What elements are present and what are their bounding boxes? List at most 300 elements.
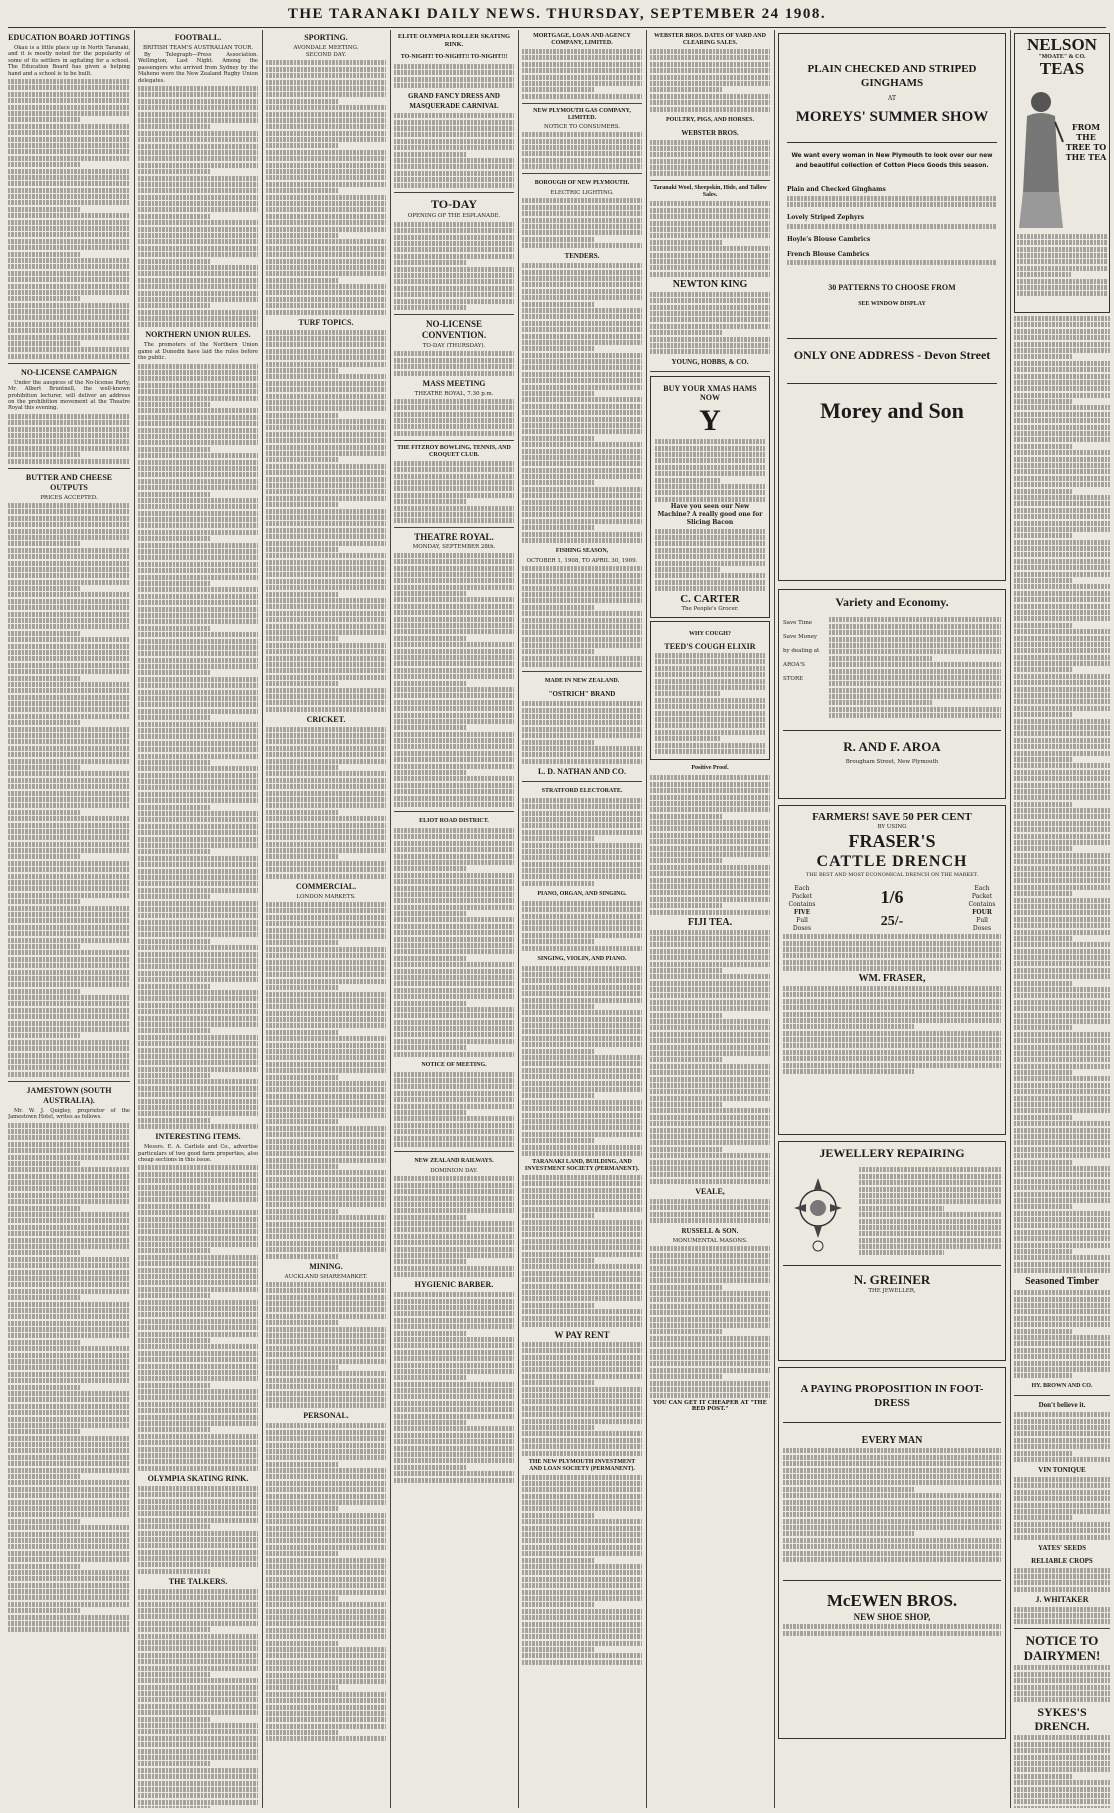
text-line — [138, 1736, 258, 1741]
headline-no-license: NO-LICENSE CAMPAIGN — [20, 367, 118, 377]
text-line — [829, 707, 1001, 712]
text-line — [394, 518, 514, 523]
text-line — [266, 649, 386, 654]
text-line — [1014, 629, 1110, 634]
text-line — [138, 939, 210, 944]
text-line — [522, 49, 642, 54]
text-line — [1014, 930, 1110, 935]
text-line — [266, 759, 386, 764]
text-line — [266, 1487, 386, 1492]
text-line — [138, 1022, 258, 1027]
text-line — [522, 1393, 642, 1398]
text-line — [394, 1001, 466, 1006]
text-line — [394, 706, 514, 711]
text-line — [1014, 942, 1110, 947]
text-line — [266, 239, 386, 244]
text-line — [8, 1429, 81, 1434]
text-line — [266, 1462, 338, 1467]
text-line — [1014, 648, 1110, 653]
text-line — [266, 771, 386, 776]
text-line — [650, 253, 770, 258]
text-line — [1014, 1755, 1110, 1760]
text-line — [8, 1525, 130, 1530]
text-line — [8, 1564, 81, 1569]
text-line — [266, 1621, 386, 1626]
text-line — [138, 1099, 258, 1104]
text-line — [522, 158, 642, 163]
text-block — [394, 553, 514, 807]
text-line — [8, 1033, 81, 1038]
text-block — [655, 529, 765, 592]
text-line — [266, 921, 386, 926]
text-line — [266, 816, 386, 821]
text-line — [266, 1100, 386, 1105]
text-line — [1014, 1509, 1110, 1514]
text-line — [1014, 508, 1110, 513]
text-line — [8, 1244, 130, 1249]
text-block — [394, 461, 514, 524]
text-line — [394, 905, 514, 910]
ad-investment: THE NEW PLYMOUTH INVESTMENT AND LOAN SOCIETY (PERMANENT). — [528, 1458, 636, 1472]
text-line — [859, 1225, 1001, 1230]
text-line — [266, 1062, 386, 1067]
text-line — [266, 1403, 386, 1408]
text-line — [522, 132, 642, 137]
text-line — [655, 717, 765, 722]
text-line — [1014, 1419, 1110, 1424]
text-line — [1014, 469, 1110, 474]
text-line — [655, 561, 765, 566]
text-line — [138, 658, 258, 663]
text-line — [138, 645, 258, 650]
text-line — [8, 586, 81, 591]
text-line — [266, 1705, 386, 1710]
text-line — [522, 849, 642, 854]
text-line — [394, 305, 466, 310]
text-line — [522, 1042, 642, 1047]
text-line — [650, 246, 770, 251]
text-line — [266, 1320, 338, 1325]
text-line — [138, 1185, 258, 1190]
text-line — [394, 744, 514, 749]
text-line — [522, 81, 642, 86]
text-line — [859, 1206, 944, 1211]
text-line — [266, 979, 386, 984]
text-line — [1017, 272, 1071, 277]
text-line — [266, 1513, 386, 1518]
text-line — [1014, 1457, 1110, 1462]
text-line — [394, 241, 514, 246]
text-line — [138, 284, 258, 289]
text-block — [394, 351, 514, 375]
text-line — [394, 1369, 514, 1374]
text-line — [266, 791, 386, 796]
text-line — [522, 378, 642, 383]
text-line — [266, 1564, 386, 1569]
text-line — [1014, 565, 1110, 570]
text-line — [138, 607, 258, 612]
text-line — [394, 1478, 514, 1483]
text-line — [650, 1134, 770, 1139]
text-line — [394, 674, 514, 679]
text-line — [266, 342, 386, 347]
text-line — [394, 1007, 514, 1012]
text-line — [783, 1531, 914, 1536]
text-line — [138, 1486, 258, 1491]
text-line — [8, 682, 130, 687]
text-line — [1014, 572, 1110, 577]
text-line — [655, 497, 765, 502]
text-line — [522, 598, 642, 603]
text-line — [8, 880, 130, 885]
text-line — [8, 688, 130, 693]
text-line — [522, 230, 642, 235]
text-block — [394, 222, 514, 310]
text-line — [655, 691, 721, 696]
text-line — [650, 782, 770, 787]
text-line — [1014, 316, 1110, 321]
text-line — [655, 452, 765, 457]
text-line — [522, 525, 594, 530]
text-line — [266, 1430, 386, 1435]
text-block — [650, 201, 770, 276]
text-line — [138, 1806, 210, 1808]
column-divider — [262, 30, 263, 1808]
text-line — [650, 227, 770, 232]
text-line — [138, 188, 258, 193]
text-line — [650, 1102, 722, 1107]
text-line — [138, 271, 258, 276]
text-block — [783, 986, 1001, 1074]
text-line — [650, 311, 770, 316]
text-line — [650, 1342, 770, 1347]
text-line — [138, 297, 258, 302]
text-line — [266, 1202, 386, 1207]
text-line — [138, 843, 258, 848]
text-line — [266, 1468, 386, 1473]
text-line — [138, 619, 258, 624]
text-line — [1014, 1580, 1110, 1585]
text-line — [655, 465, 765, 470]
text-line — [650, 324, 770, 329]
text-block — [394, 828, 514, 1057]
text-line — [1014, 380, 1110, 385]
text-line — [394, 286, 514, 291]
text-line — [859, 1167, 1001, 1172]
text-line — [394, 247, 514, 252]
text-line — [650, 140, 770, 145]
text-block — [650, 49, 770, 112]
text-line — [522, 662, 642, 667]
text-line — [8, 162, 81, 167]
text-line — [522, 586, 642, 591]
text-line — [1014, 1587, 1110, 1592]
text-line — [8, 328, 130, 333]
text-line — [8, 1302, 130, 1307]
text-line — [266, 163, 386, 168]
text-line — [1014, 610, 1110, 615]
text-line — [394, 981, 514, 986]
text-line — [138, 1035, 258, 1040]
text-line — [1014, 489, 1072, 494]
text-line — [138, 1459, 258, 1464]
text-line — [266, 432, 386, 437]
text-line — [783, 1063, 1001, 1068]
text-line — [394, 892, 514, 897]
text-line — [266, 1352, 386, 1357]
text-line — [650, 221, 770, 226]
text-block — [1014, 1735, 1110, 1808]
text-line — [394, 668, 514, 673]
text-line — [394, 1305, 514, 1310]
text-line — [266, 1209, 338, 1214]
text-line — [138, 1614, 258, 1619]
text-line — [783, 1551, 1001, 1556]
text-line — [394, 486, 514, 491]
text-line — [394, 1253, 514, 1258]
text-line — [138, 1357, 258, 1362]
text-line — [1014, 1147, 1110, 1152]
text-line — [8, 1353, 130, 1358]
text-line — [266, 131, 386, 136]
text-line — [8, 1551, 130, 1556]
text-line — [522, 592, 642, 597]
text-line — [138, 760, 210, 765]
text-line — [394, 988, 514, 993]
text-line — [8, 899, 81, 904]
text-line — [8, 149, 130, 154]
text-line — [138, 722, 258, 727]
text-line — [1014, 1329, 1072, 1334]
text-line — [138, 239, 258, 244]
text-line — [1014, 591, 1110, 596]
text-line — [394, 1072, 514, 1077]
text-line — [783, 1031, 1001, 1036]
text-line — [266, 1301, 386, 1306]
text-line — [394, 969, 514, 974]
ad-fraser: FARMERS! SAVE 50 PER CENT BY USING FRASER'S CATTLE DRENCH THE BEST AND MOST ECONOMICAL DRENCH ON THE MARKET. Each Packet Contains FIVE Full Doses 1/6 25/- Each Packet Contains FOUR Full Doses WM. FRASER, — [778, 805, 1006, 1135]
text-line — [138, 1427, 210, 1432]
text-line — [138, 176, 258, 181]
text-line — [8, 989, 81, 994]
text-line — [8, 284, 130, 289]
text-line — [266, 201, 386, 206]
ad-veale: VEALE, — [695, 1186, 725, 1196]
text-line — [650, 208, 770, 213]
text-line — [650, 214, 770, 219]
text-line — [266, 394, 386, 399]
text-line — [8, 1576, 130, 1581]
text-line — [138, 1621, 258, 1626]
text-line — [829, 630, 1001, 635]
text-line — [8, 194, 130, 199]
text-line — [522, 1087, 642, 1092]
ad-yates-seeds: YATES' SEEDS — [1037, 1543, 1087, 1552]
ad-nelson-teas: NELSON "MOATE" & CO. TEAS FROM THE TREE TO THE TEA — [1014, 33, 1110, 313]
text-line — [266, 1241, 386, 1246]
text-line — [783, 1024, 914, 1029]
text-line — [8, 1250, 81, 1255]
text-line — [138, 894, 210, 899]
text-line — [522, 1558, 594, 1563]
text-line — [394, 828, 514, 833]
text-line — [394, 1337, 514, 1342]
text-line — [138, 1537, 258, 1542]
text-line — [138, 1466, 258, 1471]
text-line — [650, 1013, 722, 1018]
text-line — [1014, 674, 1110, 679]
text-line — [266, 112, 386, 117]
text-line — [266, 195, 386, 200]
text-line — [8, 1327, 130, 1332]
text-line — [522, 1583, 642, 1588]
text-line — [8, 541, 81, 546]
text-line — [522, 423, 642, 428]
text-line — [138, 511, 258, 516]
ad-carter: BUY YOUR XMAS HAMS NOW Y Have you seen our New Machine? A really good one for Slicing Bacon C. CARTER The People's Grocer. — [650, 376, 770, 618]
text-line — [8, 624, 130, 629]
text-line — [522, 321, 642, 326]
text-line — [1014, 1438, 1110, 1443]
text-line — [266, 1634, 386, 1639]
text-line — [650, 974, 770, 979]
text-line — [650, 1310, 770, 1315]
text-line — [1014, 1038, 1110, 1043]
text-line — [266, 1506, 338, 1511]
text-line — [266, 707, 386, 712]
text-line — [266, 675, 386, 680]
text-line — [1014, 814, 1110, 819]
text-line — [650, 1045, 770, 1050]
text-line — [8, 1487, 130, 1492]
text-line — [783, 1624, 1001, 1629]
text-line — [394, 1123, 514, 1128]
text-line — [650, 1304, 770, 1309]
text-line — [1014, 418, 1110, 423]
text-line — [1014, 846, 1072, 851]
text-line — [394, 879, 514, 884]
text-line — [394, 572, 514, 577]
text-line — [1014, 425, 1110, 430]
text-line — [1014, 1748, 1110, 1753]
text-line — [522, 1506, 642, 1511]
text-line — [1014, 1070, 1072, 1075]
text-line — [394, 412, 514, 417]
text-line — [138, 523, 258, 528]
text-line — [8, 188, 130, 193]
text-line — [394, 171, 514, 176]
text-line — [1014, 1607, 1110, 1612]
text-line — [266, 560, 386, 565]
text-line — [138, 182, 258, 187]
text-line — [138, 830, 258, 835]
text-block — [655, 653, 765, 754]
text-line — [138, 741, 258, 746]
text-line — [138, 169, 210, 174]
text-line — [522, 914, 642, 919]
text-line — [829, 617, 1001, 622]
text-line — [1014, 636, 1110, 641]
text-line — [394, 1183, 514, 1188]
text-line — [522, 1055, 642, 1060]
text-line — [522, 359, 642, 364]
text-line — [266, 681, 338, 686]
text-line — [1014, 1767, 1110, 1772]
text-line — [394, 228, 514, 233]
text-line — [266, 1017, 386, 1022]
text-line — [8, 446, 130, 451]
text-block — [138, 364, 258, 1129]
text-line — [266, 1075, 338, 1080]
text-line — [138, 485, 258, 490]
column-2: FOOTBALL. BRITISH TEAM'S AUSTRALIAN TOUR. By Telegraph—Press Association. Wellington, Last Night. Among the passengers who arrived from Sydney by the Maheno were the New Zealand Rugby Union delegates. NORTHERN UNION RULES. The promoters of the Northern Union game at Dunedin have laid the rules before the public. INTERESTING ITEMS. Messrs. E. A. Carlisle and Co., advertise particulars of two good farm properties, also cheap sections in this issue. OLYMPIA SKATING RINK. THE TALKERS. — [138, 30, 258, 1808]
text-line — [522, 263, 642, 268]
text-line — [138, 1009, 258, 1014]
text-line — [394, 751, 514, 756]
text-line — [138, 1434, 258, 1439]
ad-russell: RUSSELL & SON. — [681, 1226, 739, 1235]
text-line — [8, 695, 130, 700]
text-line — [394, 480, 514, 485]
text-line — [859, 1212, 1001, 1217]
text-line — [8, 925, 130, 930]
text-line — [266, 438, 386, 443]
text-line — [266, 259, 386, 264]
text-line — [138, 1217, 258, 1222]
text-line — [266, 425, 386, 430]
text-line — [522, 740, 594, 745]
text-line — [266, 92, 386, 97]
text-line — [783, 1455, 1001, 1460]
text-line — [1014, 1354, 1110, 1359]
text-line — [1014, 533, 1072, 538]
text-line — [650, 910, 770, 915]
text-line — [522, 1290, 642, 1295]
text-line — [394, 467, 514, 472]
text-line — [394, 898, 514, 903]
text-line — [8, 976, 130, 981]
text-line — [1017, 247, 1107, 252]
text-line — [1014, 476, 1110, 481]
text-line — [394, 604, 514, 609]
text-line — [783, 1512, 1001, 1517]
text-line — [1014, 1774, 1072, 1779]
text-line — [522, 1049, 594, 1054]
text-line — [1014, 1697, 1110, 1702]
text-line — [266, 1724, 386, 1729]
text-line — [650, 1006, 770, 1011]
text-line — [655, 573, 765, 578]
text-line — [8, 912, 130, 917]
text-line — [138, 1415, 258, 1420]
text-line — [394, 770, 466, 775]
text-line — [1014, 514, 1110, 519]
text-line — [8, 1532, 130, 1537]
text-line — [266, 1049, 386, 1054]
text-line — [8, 1385, 81, 1390]
text-line — [8, 1001, 130, 1006]
text-line — [138, 402, 210, 407]
text-line — [783, 1043, 1001, 1048]
text-line — [1017, 253, 1107, 258]
text-line — [1014, 770, 1110, 775]
text-line — [1014, 1535, 1110, 1540]
text-line — [138, 1550, 258, 1555]
text-line — [8, 957, 130, 962]
text-line — [8, 1346, 130, 1351]
text-line — [394, 962, 514, 967]
text-line — [8, 893, 130, 898]
